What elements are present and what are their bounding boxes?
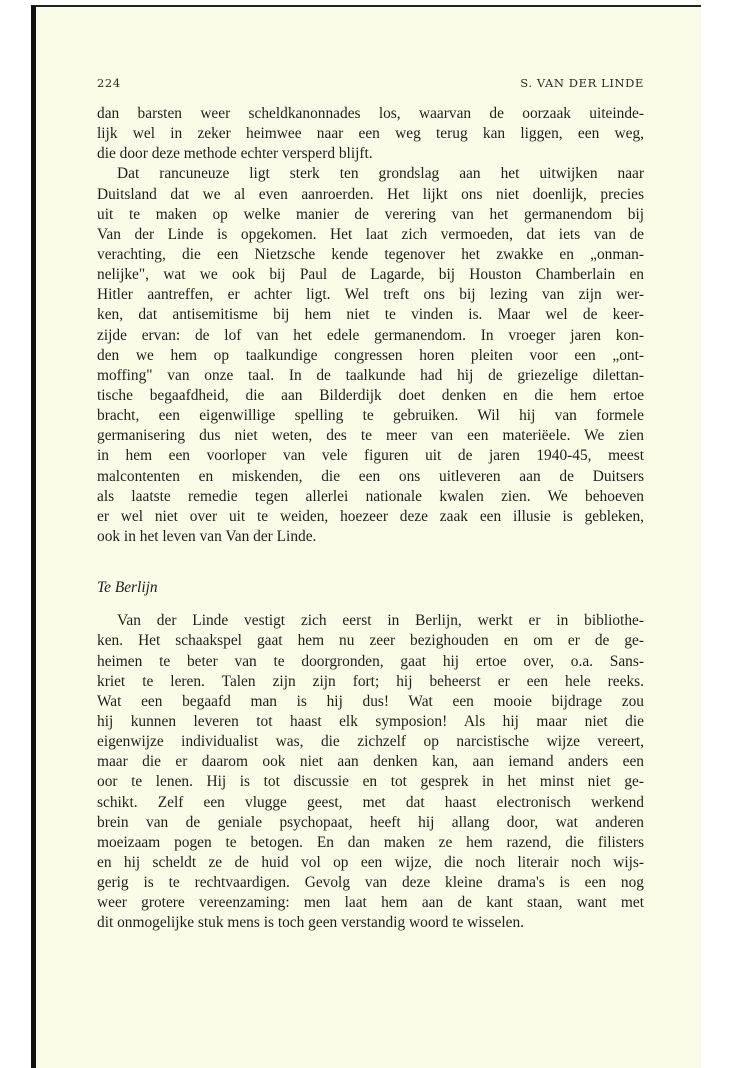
text-line: en hij scheldt ze de huid vol op een wijze, die noch literair noch wijs- <box>97 853 644 871</box>
text-line: maar die er daarom ook niet aan denken kan, aan iemand anders een <box>97 753 644 771</box>
text-line: Van der Linde vestigt zich eerst in Berlijn, werkt er in bibliothe- <box>117 612 644 630</box>
text-line: moeizaam pogen te betogen. En dan maken ze hem razend, die filisters <box>97 833 644 851</box>
text-line: zijde ervan: de lof van het edele germanendom. In vroeger jaren kon- <box>97 326 644 344</box>
text-line: bracht, een eigenwillige spelling te gebruiken. Wil hij van formele <box>97 407 644 425</box>
text-line: nelijke", wat we ook bij Paul de Lagarde, bij Houston Chamberlain en <box>97 266 644 284</box>
text-line: eigenwijze individualist was, die zichzelf op narcistische wijze vereert, <box>97 733 644 751</box>
text-line: germanisering dus niet weten, des te meer van een materiëele. We zien <box>97 427 644 445</box>
text-line: hij kunnen leveren tot haast elk symposion! Als hij maar niet die <box>97 712 644 730</box>
text-line: als laatste remedie tegen allerlei nationale kwalen zien. We behoeven <box>97 487 644 505</box>
text-line: oor te lenen. Hij is tot discussie en tot gesprek in het minst niet ge- <box>97 773 644 791</box>
text-line: gerig is te rechtvaardigen. Gevolg van deze kleine drama's is een nog <box>97 874 644 892</box>
paragraph-2 <box>97 164 644 547</box>
text-line: die door deze methode echter versperd blijft. <box>97 145 373 163</box>
text-line: weer grotere vereenzaming: men laat hem aan de kant staan, want met <box>97 894 644 912</box>
text-line: Van der Linde is opgekomen. Het laat zich vermoeden, dat iets van de <box>97 225 644 243</box>
paragraph-1 <box>97 104 644 164</box>
text-line: malcontenten en miskenden, die een ons uitleveren aan de Duitsers <box>97 467 644 485</box>
running-head: S. VAN DER LINDE <box>520 76 644 90</box>
text-line: heimen te beter van te doorgronden, gaat hij ertoe over, o.a. Sans- <box>97 652 644 670</box>
text-line: tische begaafdheid, die aan Bilderdijk doet denken en die hem ertoe <box>97 386 644 404</box>
text-line: dan barsten weer scheldkanonnades los, waarvan de oorzaak uiteinde- <box>97 105 644 122</box>
text-line: brein van de geniale psychopaat, heeft hij allang door, wat anderen <box>97 813 644 831</box>
paragraph-3 <box>97 611 644 933</box>
text-line: den we hem op taalkundige congressen horen pleiten voor een „ont- <box>97 346 644 364</box>
text-line: ook in het leven van Van der Linde. <box>97 527 317 545</box>
text-line: kriet te leren. Talen zijn zijn fort; hij beheerst er een hele reeks. <box>97 672 644 690</box>
text-line: dit onmogelijke stuk mens is toch geen verstandig woord te wisselen. <box>97 914 525 932</box>
text-line: moffing" van onze taal. In de taalkunde had hij de griezelige dilettan- <box>97 366 644 384</box>
text-line: Wat een begaafd man is hij dus! Wat een mooie bijdrage zou <box>97 692 644 710</box>
text-line: schikt. Zelf een vlugge geest, met dat haast electronisch werkend <box>97 793 644 811</box>
text-line: verachting, die een Nietzsche kende tegenover het zwakke en „onman- <box>97 245 644 263</box>
scan-margin <box>701 5 738 1068</box>
text-line: ken, dat antisemitisme bij hem niet te vinden is. Maar wel de keer- <box>97 306 644 324</box>
text-line: Duitsland dat we al even aanroerden. Het lijkt ons niet doenlijk, precies <box>97 185 644 203</box>
body-text <box>97 104 644 933</box>
section-heading: Te Berlijn <box>97 579 158 597</box>
text-line: Hitler aantreffen, er achter ligt. Wel treft ons bij lezing van zijn wer- <box>97 286 644 304</box>
text-line: er wel niet over uit te weiden, hoezeer deze zaak een illusie is gebleken, <box>97 507 644 525</box>
text-line: uit te maken op welke manier de verering van het germanendom bij <box>97 205 644 223</box>
page-number: 224 <box>97 76 121 90</box>
text-line: in hem een voorloper van vele figuren uit de jaren 1940-45, meest <box>97 447 644 465</box>
page-header <box>97 76 644 92</box>
text-line: lijk wel in zeker heimwee naar een weg terug kan liggen, een weg, <box>97 125 644 143</box>
text-line: ken. Het schaakspel gaat hem nu zeer bezighouden en om er de ge- <box>97 632 644 650</box>
text-line: Dat rancuneuze ligt sterk ten grondslag aan het uitwijken naar <box>117 165 644 183</box>
